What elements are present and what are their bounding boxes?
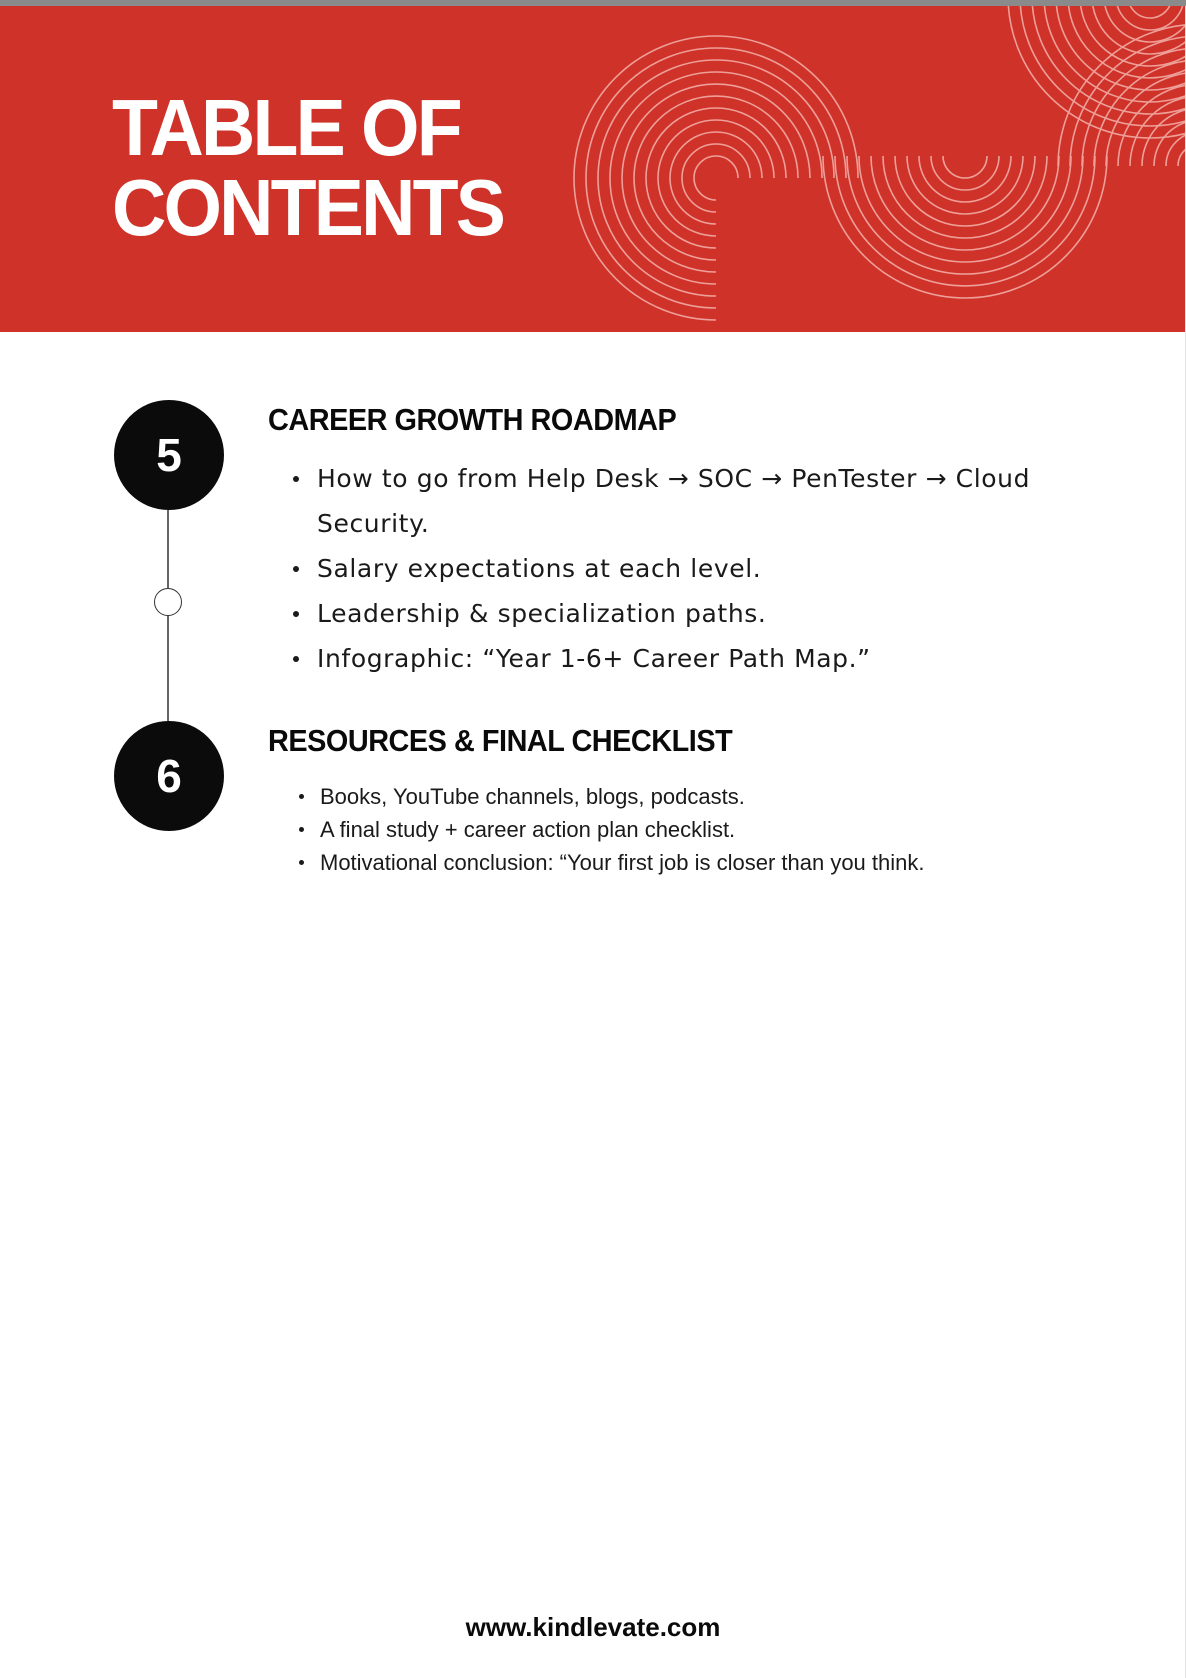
section-6-list	[320, 780, 1080, 879]
banner-arc	[1104, 6, 1186, 42]
list-item: Salary expectations at each level.	[317, 546, 1037, 591]
banner-arc	[859, 156, 1071, 262]
list-item: Motivational conclusion: “Your first job is closer than you think.	[320, 846, 1080, 879]
list-item: Books, YouTube channels, blogs, podcasts.	[320, 780, 1080, 813]
section-5-number-badge: 5	[114, 400, 224, 510]
section-5-list	[317, 456, 1037, 681]
timeline-dot	[154, 588, 182, 616]
banner-arc	[1128, 6, 1172, 18]
banner-arc	[682, 178, 716, 212]
title-line-1: TABLE OF	[112, 83, 460, 172]
document-page	[0, 6, 1186, 1678]
banner-arc	[574, 178, 716, 320]
banner-arc	[646, 108, 786, 178]
banner-arc	[646, 178, 716, 248]
banner-arc	[931, 156, 999, 190]
section-5-title: CAREER GROWTH ROADMAP	[268, 402, 677, 437]
banner-arc	[670, 178, 716, 224]
banner-arc	[1008, 6, 1186, 138]
banner-arc	[694, 156, 738, 178]
banner-arc	[694, 178, 716, 200]
list-item: How to go from Help Desk → SOC → PenTester → Cloud Security.	[317, 456, 1037, 546]
banner-arc	[586, 48, 846, 178]
banner-arc	[682, 144, 750, 178]
banner-arc	[622, 178, 716, 272]
list-item: Leadership & specialization paths.	[317, 591, 1037, 636]
banner-arc	[919, 156, 1011, 202]
title-line-2: CONTENTS	[112, 163, 504, 252]
banner-arc	[1092, 6, 1186, 54]
banner-arc	[871, 156, 1059, 250]
banner-arc	[1154, 120, 1186, 166]
banner-arc	[895, 156, 1035, 226]
footer-website-url: www.kindlevate.com	[465, 1612, 721, 1642]
banner-arc	[670, 132, 762, 178]
banner-arc	[610, 72, 822, 178]
banner-arc	[622, 84, 810, 178]
list-item: A final study + career action plan checklist.	[320, 813, 1080, 846]
banner-arc	[835, 156, 1095, 286]
banner-arc	[907, 156, 1023, 214]
list-item: Infographic: “Year 1-6+ Career Path Map.”	[317, 636, 1037, 681]
banner-arc	[658, 120, 774, 178]
section-6-title: RESOURCES & FINAL CHECKLIST	[268, 723, 733, 758]
banner-arc	[1032, 6, 1186, 114]
banner-arc	[1068, 6, 1186, 78]
banner-arc	[586, 178, 716, 308]
banner-arc	[1118, 84, 1186, 166]
banner-arc	[943, 156, 987, 178]
banner-arc	[1130, 96, 1186, 166]
section-6-number-badge: 6	[114, 721, 224, 831]
